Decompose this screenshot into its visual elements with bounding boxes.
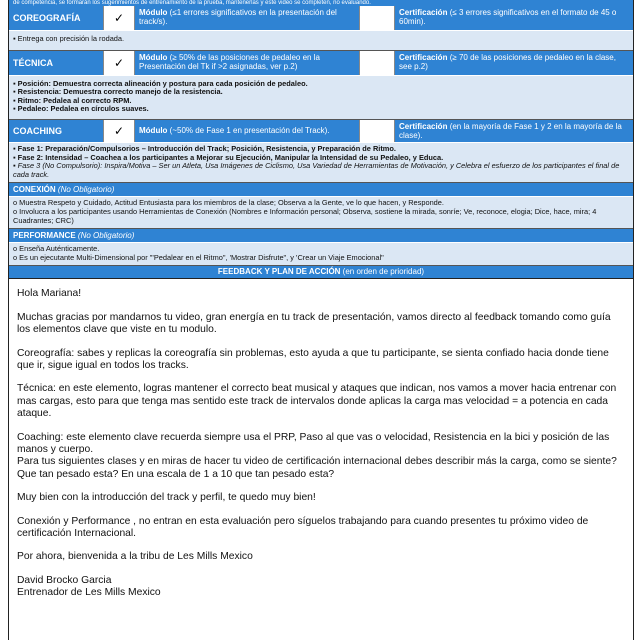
coreografia-row bbox=[9, 6, 633, 31]
note-line: o Muestra Respeto y Cuidado, Actitud Entusiasta para los miembros de la clase; Observa a la Gente, ve lo que hacen, y Responde. bbox=[13, 198, 444, 208]
coreografia-modulo: Módulo (≤1 errores significativos en la presentación del track/s). bbox=[139, 8, 337, 26]
tecnica-row bbox=[9, 51, 633, 76]
coaching-notes bbox=[9, 143, 633, 183]
top-partial-row: de competencia, se formarán los sugerimientos de entrenamiento de la prueba, mantenerlas y este video se completen, no evaluando. bbox=[9, 0, 633, 6]
evaluation-form bbox=[8, 0, 634, 640]
feedback-header: FEEDBACK Y PLAN DE ACCIÓN (en orden de prioridad) bbox=[9, 266, 633, 279]
tecnica-cert-checkbox[interactable] bbox=[359, 51, 395, 75]
coreografia-checkbox[interactable]: ✓ bbox=[103, 6, 135, 30]
feedback-paragraph: Técnica: en este elemento, logras mantener el correcto beat musical y ataques que indican, nos vamos a mover hacia entrenar con mas cargas, esto para que tenga mas sentido este track de intervalos donde aplicas la carga mas velocidad = a potencia en cada ataque. bbox=[17, 383, 617, 420]
coaching-label: COACHING bbox=[13, 125, 62, 136]
tecnica-checkbox[interactable]: ✓ bbox=[103, 51, 135, 75]
coreografia-notes bbox=[9, 31, 633, 51]
tecnica-cert: Certificación (≥ 70 de las posiciones de pedaleo en la clase, see p.2) bbox=[399, 52, 616, 71]
performance-header: PERFORMANCE (No Obligatorio) bbox=[9, 229, 633, 243]
coaching-modulo: Módulo (~50% de Fase 1 en presentación del Track). bbox=[139, 126, 330, 136]
note-line: ▪ Entrega con precisión la rodada. bbox=[13, 34, 125, 43]
feedback-signature: David Brocko Garcia Entrenador de Les Mills Mexico bbox=[17, 574, 161, 599]
coaching-row bbox=[9, 120, 633, 143]
feedback-paragraph: Coreografía: sabes y replicas la coreografía sin problemas, esto ayuda a que tu participante, se sienta confiado hacia donde tiene que ir, sigue igual en todos los tracks. bbox=[17, 347, 609, 371]
conexion-header: CONEXIÓN (No Obligatorio) bbox=[9, 183, 633, 197]
coreografia-cert: Certificación (≤ 3 errores significativos en el formato de 45 o 60min). bbox=[399, 8, 617, 26]
note-line: ▪ Fase 3 (No Compulsorio): Inspira/Motiva – Ser un Atleta, Usa Imágenes de Ciclismo, Usa Variedad de Herramientas de Motivación, y Celebra el esfuerzo de los participantes el final de cada track. bbox=[13, 161, 620, 179]
feedback-paragraph: Coaching: este elemento clave recuerda siempre usa el PRP, Paso al que vas o velocidad, Resistencia en la bici y posición de las manos y cuerpo. Para tus siguientes clases y en miras de hacer tu video de certificación internacional debes describir más la carga, como se siente? Que tan pesado esta? En una escala de 1 a 10 que tan pesado esta? bbox=[17, 431, 617, 480]
feedback-paragraph: Conexión y Performance , no entran en esta evaluación pero síguelos trabajando para cuando presentes tu próximo video de certificación Internacional. bbox=[17, 515, 589, 539]
feedback-paragraph: Muchas gracias por mandarnos tu video, gran energía en tu track de presentación, vamos directo al feedback tomando como guía los elementos clave que viste en tu modulo. bbox=[17, 311, 611, 336]
tecnica-modulo: Módulo (≥ 50% de las posiciones de pedaleo en la Presentación del Tk if >2 asignadas, ver p.2) bbox=[139, 52, 320, 71]
note-line: o Enseña Auténticamente. bbox=[13, 244, 100, 254]
coreografia-cert-checkbox[interactable] bbox=[359, 6, 395, 30]
feedback-body bbox=[9, 279, 633, 619]
feedback-paragraph: Muy bien con la introducción del track y perfil, te quedo muy bien! bbox=[17, 492, 316, 504]
note-line: o Es un ejecutante Multi-Dimensional por "'Pedalear en el Ritmo", 'Mostrar Disfrute", y 'Crear un Viaje Emocional" bbox=[13, 252, 384, 262]
note-line: ▪ Posición: Demuestra correcta alineación y postura para cada posición de pedaleo. bbox=[13, 78, 308, 88]
note-line: o Involucra a los participantes usando Herramientas de Conexión (Nombres e Información personal; Observa, sostiene la mirada, sonríe; Ve, reconoce, elogia; Dice, hace, mira; 4 Cuadrantes; CRC) bbox=[13, 206, 597, 225]
conexion-notes bbox=[9, 197, 633, 229]
coaching-cert: Certificación (en la mayoría de Fase 1 y 2 en la mayoría de la clase). bbox=[399, 121, 622, 140]
performance-notes bbox=[9, 243, 633, 266]
tecnica-notes bbox=[9, 76, 633, 120]
note-line: ▪ Fase 2: Intensidad – Coachea a los participantes a Mejorar su Ejecución, Manipular la Intensidad de su Pedaleo, y Educa. bbox=[13, 152, 444, 162]
note-line: ▪ Pedaleo: Pedalea en círculos suaves. bbox=[13, 104, 149, 114]
tecnica-label: TÉCNICA bbox=[13, 57, 53, 68]
coaching-cert-checkbox[interactable] bbox=[359, 120, 395, 142]
note-line: ▪ Fase 1: Preparación/Compulsorios – Introducción del Track; Posición, Resistencia, y Preparación de Ritmo. bbox=[13, 143, 396, 153]
coaching-checkbox[interactable]: ✓ bbox=[103, 120, 135, 142]
coreografia-label: COREOGRAFÍA bbox=[13, 13, 81, 23]
note-line: ▪ Ritmo: Pedalea al correcto RPM. bbox=[13, 95, 132, 105]
note-line: ▪ Resistencia: Demuestra correcto manejo de la resistencia. bbox=[13, 87, 223, 97]
feedback-paragraph: Por ahora, bienvenida a la tribu de Les Mills Mexico bbox=[17, 551, 253, 563]
feedback-greeting: Hola Mariana! bbox=[17, 288, 82, 300]
